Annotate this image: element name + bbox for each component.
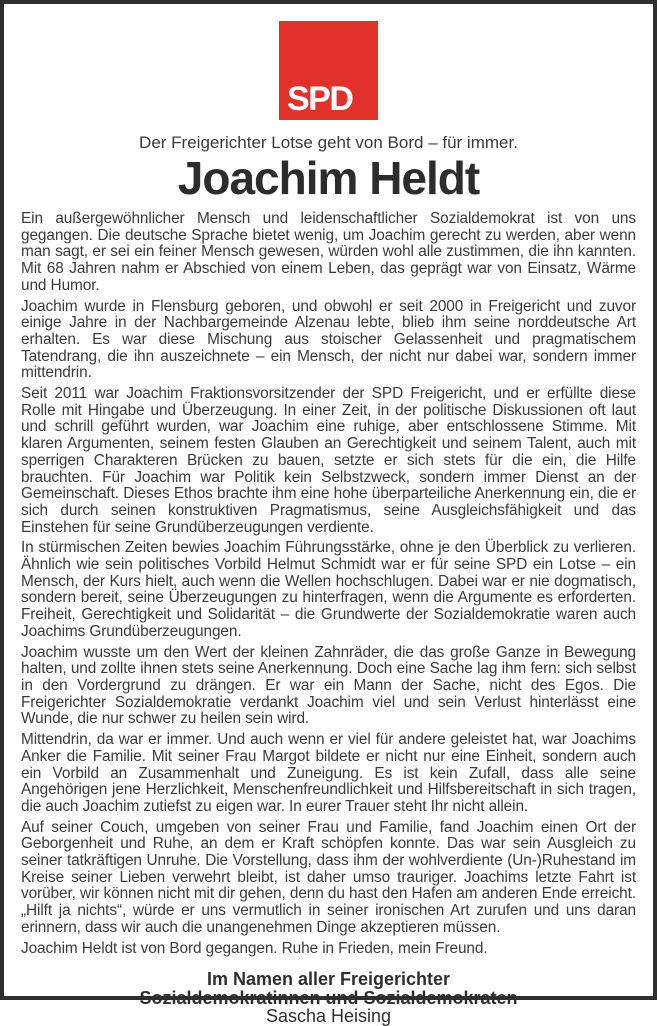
signature-block bbox=[21, 970, 636, 1026]
spd-logo-text: SPD bbox=[287, 80, 353, 118]
obituary-paragraph: Auf seiner Couch, umgeben von seiner Frau und Familie, fand Joachim einen Ort der Geborgenheit und Ruhe, an dem er Kraft schöpfen konnte. Das war sein Ausgleich zu seiner tatkräftigen Unruhe. Die Vorstellung, dass ihm der wohlverdiente (Un-)Ruhestand im Kreise seiner Lieben verwehrt bleibt, ist daher umso trauriger. Joachims letzte Fahrt ist vorüber, wir können nicht mit dir gehen, denn du hast den Hafen am anderen Ende erreicht. „Hilft ja nichts“, würde er uns vermutlich in seiner ironischen Art zurufen und uns daran erinnern, dass wir auch die unangenehmen Dinge akzeptieren müssen. bbox=[21, 818, 636, 936]
obituary-body bbox=[21, 211, 636, 957]
signature-name: Sascha Heising bbox=[265, 1006, 392, 1026]
obituary-subtitle: Der Freigerichter Lotse geht von Bord – für immer. bbox=[139, 133, 518, 152]
obituary-closing-line: Joachim Heldt ist von Bord gegangen. Ruhe in Frieden, mein Freund. bbox=[21, 939, 488, 957]
signature-line-2: Sozialdemokratinnen und Sozialdemokraten bbox=[139, 987, 518, 1008]
obituary-paragraph: Joachim wurde in Flensburg geboren, und obwohl er seit 2000 in Freigericht und zuvor einige Jahre in der Nachbargemeinde Alzenau lebte, blieb ihm seine norddeutsche Art erhalten. Es war diese Mischung aus stoischer Gelassenheit und pragmatischem Tatendrang, die ihn auszeichnete – ein Mensch, der nicht nur dabei war, sondern immer mittendrin. bbox=[21, 297, 636, 382]
logo-container bbox=[21, 21, 636, 120]
obituary-paragraph: Joachim wusste um den Wert der kleinen Zahnräder, die das große Ganze in Bewegung halten, und zollte ihnen stets seine Anerkennung. Doch eine Sache lag ihm fern: sich selbst in den Vordergrund zu drängen. Er war ein Mann der Sache, nicht des Egos. Die Freigerichter Sozialdemokratie verdankt Joachim viel und sein Verlust hinterlässt eine Wunde, die nur schwer zu heilen sein wird. bbox=[21, 643, 636, 728]
obituary-paragraph: Mittendrin, da war er immer. Und auch wenn er viel für andere geleistet hat, war Joachims Anker die Familie. Mit seiner Frau Margot bildete er nicht nur eine Einheit, sondern auch ein Vorbild an Zusammenhalt und Zuneigung. Es ist kein Zufall, dass alle seine Angehörigen jene Herzlichkeit, Menschenfreundlichkeit und Hilfsbereitschaft in sich tragen, die auch Joachim zutiefst zu eigen war. In eurer Trauer steht Ihr nicht allein. bbox=[21, 731, 636, 815]
obituary-paragraph: Seit 2011 war Joachim Fraktionsvorsitzender der SPD Freigericht, und er erfüllte diese Rolle mit Hingabe und Überzeugung. In einer Zeit, in der politische Diskussionen oft laut und schrill geführt wurden, war Joachim eine ruhige, aber entschlossene Stimme. Mit klaren Argumenten, seinem festen Glauben an Gerechtigkeit und seinem Talent, auch mit sperrigen Charakteren Brücken zu bauen, setzte er sich stets für die ein, die Hilfe brauchten. Für Joachim war Politik kein Selbstzweck, sondern immer Dienst an der Gemeinschaft. Dieses Ethos brachte ihm eine hohe überparteiliche Anerkennung ein, die er sich durch seinen konstruktiven Pragmatismus, seine Ausgleichsfähigkeit und das Einstehen für seine Grundüberzeugungen verdiente. bbox=[21, 385, 636, 536]
deceased-name-title: Joachim Heldt bbox=[177, 152, 480, 204]
obituary-paragraph: In stürmischen Zeiten bewies Joachim Führungsstärke, ohne je den Überblick zu verlieren. Ähnlich wie sein politisches Vorbild Helmut Schmidt war er für seine SPD ein Lotse – ein Mensch, der Kurs hielt, auch wenn die Wellen hochschlugen. Dabei war er nie dogmatisch, sondern bereit, seine Überzeugungen zu hinterfragen, wenn die Argumente es erforderten. Freiheit, Gerechtigkeit und Solidarität – die Grundwerte der Sozialdemokratie waren auch Joachims Grundüberzeugungen. bbox=[21, 539, 636, 640]
spd-logo bbox=[279, 21, 378, 120]
obituary-paragraph: Ein außergewöhnlicher Mensch und leidenschaftlicher Sozialdemokrat ist von uns gegangen. Die deutsche Sprache bietet wenig, um Joachim gerecht zu werden, aber wenn man sagt, er sei ein feiner Mensch gewesen, würden wohl alle zustimmen, die ihn kannten. Mit 68 Jahren nahm er Abschied von einem Leben, das geprägt war von Einsatz, Wärme und Humor. bbox=[21, 210, 636, 294]
page-content bbox=[4, 21, 653, 1026]
signature-line-1: Im Namen aller Freigerichter bbox=[206, 969, 451, 990]
